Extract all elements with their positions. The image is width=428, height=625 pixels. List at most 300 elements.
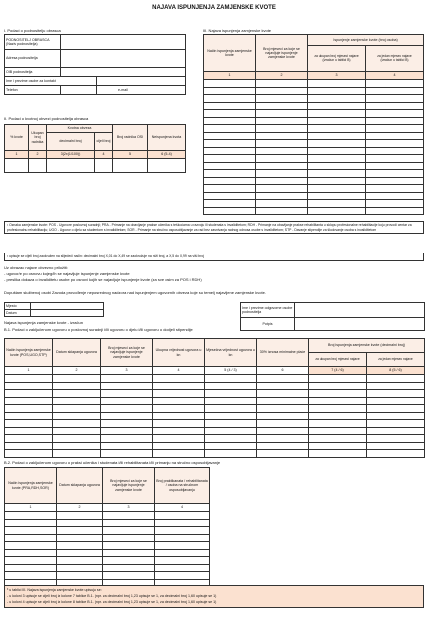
announcement-cell[interactable]	[256, 140, 308, 148]
announcement-cell[interactable]	[204, 177, 256, 185]
col-number: 1	[204, 72, 256, 80]
col-number: 3	[308, 72, 366, 80]
b2-cell[interactable]	[5, 542, 57, 550]
b1-cell[interactable]	[101, 375, 153, 383]
b1-cell[interactable]	[53, 390, 101, 398]
announcement-cell[interactable]	[204, 102, 256, 110]
b1-date-header: Datum sklapanja ugovora	[53, 339, 101, 367]
announcement-cell[interactable]	[366, 147, 424, 155]
applicant-table	[4, 34, 186, 95]
b1-cell[interactable]	[367, 427, 425, 435]
b2-cell[interactable]	[103, 527, 155, 535]
section1-heading: I. Podaci o podnositelju obrasca	[4, 28, 61, 33]
announcement-cell[interactable]	[256, 192, 308, 200]
announcement-cell[interactable]	[308, 147, 366, 155]
table-row	[5, 397, 425, 405]
announcement-cell[interactable]	[308, 207, 366, 215]
b2-cell[interactable]	[155, 519, 210, 527]
b1-cell[interactable]	[53, 420, 101, 428]
b1-cell[interactable]	[153, 420, 205, 428]
announcement-cell[interactable]	[256, 80, 308, 88]
b1-cell[interactable]	[5, 405, 53, 413]
announcement-cell[interactable]	[366, 185, 424, 193]
b1-cell[interactable]	[257, 435, 309, 443]
b1-cell[interactable]	[153, 390, 205, 398]
b1-cell[interactable]	[309, 435, 367, 443]
announcement-cell[interactable]	[366, 110, 424, 118]
applicant-name-field[interactable]	[61, 35, 186, 50]
col-number: 3	[103, 504, 155, 512]
announcement-cell[interactable]	[308, 185, 366, 193]
b1-months-header: Broj mjeseci za koje se najavljuje ispunjenje zamjenske kvote	[101, 339, 153, 367]
table-row	[204, 177, 424, 185]
b1-cell[interactable]	[205, 382, 257, 390]
announcement-cell[interactable]	[204, 185, 256, 193]
b1-cell[interactable]	[257, 427, 309, 435]
b1-cell[interactable]	[5, 412, 53, 420]
announcement-cell[interactable]	[256, 125, 308, 133]
announcement-cell[interactable]	[256, 207, 308, 215]
announcement-cell[interactable]	[366, 132, 424, 140]
announcement-cell[interactable]	[308, 125, 366, 133]
contact-person-field[interactable]	[97, 77, 186, 86]
table-row	[204, 87, 424, 95]
months-header: Broj mjeseci za koje se najavljuje ispunjenje zamjenske kvote	[256, 35, 308, 72]
b1-cell[interactable]	[257, 382, 309, 390]
b2-cell[interactable]	[5, 534, 57, 542]
announcement-cell[interactable]	[256, 95, 308, 103]
b2-cell[interactable]	[57, 572, 103, 580]
quota-input[interactable]	[29, 159, 47, 173]
announcement-cell[interactable]	[204, 132, 256, 140]
section3-heading: III. Najava ispunjenja zamjenske kvote	[203, 28, 272, 33]
consent-text: Dopuštam službenoj osobi Zavoda provođenje neposrednog nadzora nad ispunjenjem ugovornih obveza koje su temelj najavljene zamjenske kvote.	[4, 290, 266, 295]
signature-label: Potpis	[241, 318, 295, 331]
announcement-cell[interactable]	[256, 155, 308, 163]
col-number: 1	[5, 367, 53, 375]
announcement-cell[interactable]	[204, 95, 256, 103]
quota-codes-note: ¹ Oznaka zamjenske kvote: POS - Ugovore poslovnoj suradnji; PRA - Primanje na obavljanje prakse učenika s teškoćama u razvoju ili studenata s invaliditetom; RDH - Primanje na obavljanje prakse rehabilitanta u sklopu profesionalne rehabilitacije koju provodi centar za profesionalnu rehabilitaciju; UGO - Ugovor o djelu sa studentom s invaliditetom; SOR - Primanje na stručno osposobljavanje za rad bez zasnivanja radnog odnosa osobe s invaliditetom; STP - Davanje stipendije za školovanje osoba s invaliditetom	[4, 221, 424, 234]
responsible-person-field[interactable]	[295, 303, 425, 318]
b1-cell[interactable]	[153, 397, 205, 405]
b1-cell[interactable]	[367, 375, 425, 383]
announcement-cell[interactable]	[308, 192, 366, 200]
table-row	[5, 427, 425, 435]
table-row	[204, 155, 424, 163]
b1-cell[interactable]	[101, 427, 153, 435]
b2-cell[interactable]	[5, 527, 57, 535]
b1-cell[interactable]	[53, 405, 101, 413]
announcement-cell[interactable]	[256, 102, 308, 110]
announcement-cell[interactable]	[366, 102, 424, 110]
col-number: 3(2x(1/100))	[47, 151, 95, 159]
b1-table	[4, 338, 425, 458]
b2-cell[interactable]	[57, 527, 103, 535]
b1-cell[interactable]	[5, 397, 53, 405]
table-row	[5, 549, 210, 557]
attach-item: - preslika dokaza o invaliditetu osobe po osnovi kojih se najavljuje ispunjenje kvote (za sve osim za POS i RDH)	[4, 277, 202, 282]
b1-cell[interactable]	[5, 450, 53, 458]
b1-cell[interactable]	[101, 420, 153, 428]
b1-cell[interactable]	[153, 405, 205, 413]
announcement-cell[interactable]	[366, 140, 424, 148]
table-row	[204, 207, 424, 215]
table-row	[204, 140, 424, 148]
announcement-cell[interactable]	[204, 162, 256, 170]
b1-cell[interactable]	[153, 442, 205, 450]
b2-heading: B.2. Podaci o zaključenom ugovoru o praksi učenika i studenata i/ili rehabilitanata i/ili primanju na stručno osposobljavanje	[4, 460, 221, 465]
announcement-cell[interactable]	[256, 147, 308, 155]
date-field[interactable]	[31, 310, 104, 317]
announcement-cell[interactable]	[366, 200, 424, 208]
announcement-cell[interactable]	[366, 155, 424, 163]
b1-cell[interactable]	[153, 382, 205, 390]
b1-cell[interactable]	[153, 427, 205, 435]
b1-cell[interactable]	[5, 390, 53, 398]
b1-cell[interactable]	[53, 427, 101, 435]
col-number: 2	[53, 367, 101, 375]
announcement-cell[interactable]	[204, 125, 256, 133]
b1-cell[interactable]	[367, 412, 425, 420]
b1-cell[interactable]	[257, 442, 309, 450]
b1-cell[interactable]	[205, 390, 257, 398]
announcement-cell[interactable]	[204, 155, 256, 163]
place-label: Mjesto	[5, 303, 31, 310]
announcement-cell[interactable]	[256, 117, 308, 125]
announcement-cell[interactable]	[204, 117, 256, 125]
announcement-cell[interactable]	[204, 200, 256, 208]
b1-cell[interactable]	[309, 420, 367, 428]
col-number: 4	[366, 72, 424, 80]
signature-field[interactable]	[295, 318, 425, 331]
table-row	[5, 450, 425, 458]
announcement-cell[interactable]	[204, 170, 256, 178]
announcement-cell[interactable]	[366, 207, 424, 215]
table-row	[204, 110, 424, 118]
announcement-cell[interactable]	[256, 132, 308, 140]
announcement-cell[interactable]	[366, 80, 424, 88]
b1-monthly-value-header: Mjesečna vrijednost ugovora u kn	[205, 339, 257, 367]
b2-cell[interactable]	[155, 527, 210, 535]
announcement-cell[interactable]	[256, 87, 308, 95]
total-workers-header: Ukupan broj radnika	[29, 125, 47, 151]
b1-cell[interactable]	[101, 397, 153, 405]
table-row	[5, 534, 210, 542]
b1-cell[interactable]	[309, 427, 367, 435]
applicant-address-field[interactable]	[61, 50, 186, 68]
b2-cell[interactable]	[155, 557, 210, 565]
announcement-cell[interactable]	[204, 140, 256, 148]
quota-input[interactable]	[5, 159, 29, 173]
b1-cell[interactable]	[53, 435, 101, 443]
table-row	[204, 132, 424, 140]
b1-cell[interactable]	[5, 420, 53, 428]
announcement-cell[interactable]	[308, 200, 366, 208]
b2-cell[interactable]	[155, 542, 210, 550]
table-row	[5, 527, 210, 535]
table-row	[5, 512, 210, 520]
col-number: 4	[95, 151, 113, 159]
b1-cell[interactable]	[205, 435, 257, 443]
b2-cell[interactable]	[155, 534, 210, 542]
b1-total-months-header: za ukupan broj mjeseci najave	[309, 353, 367, 367]
b1-cell[interactable]	[367, 405, 425, 413]
table-row	[204, 185, 424, 193]
b1-cell[interactable]	[101, 390, 153, 398]
announcement-cell[interactable]	[366, 177, 424, 185]
b1-cell[interactable]	[257, 412, 309, 420]
announcement-cell[interactable]	[366, 192, 424, 200]
b2-cell[interactable]	[155, 564, 210, 572]
announcement-cell[interactable]	[204, 87, 256, 95]
announcement-cell[interactable]	[204, 207, 256, 215]
table-row	[204, 200, 424, 208]
announcement-cell[interactable]	[204, 80, 256, 88]
announcement-cell[interactable]	[308, 140, 366, 148]
b2-months-header: Broj mjeseci za koje se najavljuje ispunjenje zamjenske kvote	[103, 468, 155, 504]
col-number: 8 (5 / 6)	[367, 367, 425, 375]
b1-cell[interactable]	[101, 442, 153, 450]
b1-cell[interactable]	[101, 435, 153, 443]
announcement-cell[interactable]	[308, 80, 366, 88]
b1-cell[interactable]	[257, 397, 309, 405]
applicant-oib-label: OIB podnositelja	[5, 68, 61, 77]
b2-cell[interactable]	[57, 512, 103, 520]
b1-cell[interactable]	[367, 397, 425, 405]
b2-trainees-header: Broj praktikanata / rehabilitanata / osoba na stručnom osposobljavanju	[155, 468, 210, 504]
b1-count-header: Broj ispunjenja zamjenske kvote (decimalni broj)	[309, 339, 425, 353]
b1-cell[interactable]	[367, 382, 425, 390]
announcement-cell[interactable]	[256, 200, 308, 208]
calc-heading: Najava ispunjenja zamjenske kvote - izračun	[4, 320, 83, 325]
b1-cell[interactable]	[53, 397, 101, 405]
one-month-header: za jedan mjesec najave (izračun u tablici B)	[366, 46, 424, 72]
b1-cell[interactable]	[367, 420, 425, 428]
b2-cell[interactable]	[103, 512, 155, 520]
b1-cell[interactable]	[257, 420, 309, 428]
quota-input[interactable]	[95, 159, 113, 173]
col-number: 5	[113, 151, 148, 159]
b2-cell[interactable]	[57, 534, 103, 542]
col-number: 4	[153, 367, 205, 375]
announcement-cell[interactable]	[308, 162, 366, 170]
b1-cell[interactable]	[309, 382, 367, 390]
b2-cell[interactable]	[57, 542, 103, 550]
b1-cell[interactable]	[205, 405, 257, 413]
announcement-cell[interactable]	[256, 110, 308, 118]
b1-cell[interactable]	[205, 427, 257, 435]
announcement-cell[interactable]	[308, 132, 366, 140]
b1-cell[interactable]	[5, 382, 53, 390]
decimal-number-header: decimalni broj	[47, 133, 95, 151]
table-row	[204, 80, 424, 88]
announcement-table	[203, 34, 424, 215]
quota-percent-header: % kvote	[5, 125, 29, 151]
announcement-cell[interactable]	[308, 95, 366, 103]
table-row	[5, 572, 210, 580]
b1-cell[interactable]	[5, 427, 53, 435]
b2-cell[interactable]	[57, 557, 103, 565]
b2-cell[interactable]	[103, 557, 155, 565]
email-label[interactable]: e-mail	[97, 86, 186, 95]
table-row	[5, 412, 425, 420]
b2-method-header: Način ispunjenja zamjenske kvote (PRA,RDH,SOR)	[5, 468, 57, 504]
b2-cell[interactable]	[5, 512, 57, 520]
b1-cell[interactable]	[309, 442, 367, 450]
b1-cell[interactable]	[153, 450, 205, 458]
announcement-cell[interactable]	[204, 110, 256, 118]
quota-table	[4, 124, 186, 173]
table-row	[204, 170, 424, 178]
b1-cell[interactable]	[101, 405, 153, 413]
b2-cell[interactable]	[155, 572, 210, 580]
b1-cell[interactable]	[309, 412, 367, 420]
quota-input[interactable]	[113, 159, 148, 173]
quota-input[interactable]	[47, 159, 95, 173]
b2-cell[interactable]	[57, 564, 103, 572]
announcement-cell[interactable]	[308, 102, 366, 110]
responsible-person-label: Ime i prezime odgovorne osobe podnositelja	[241, 303, 295, 318]
table-row	[204, 147, 424, 155]
b1-cell[interactable]	[257, 450, 309, 458]
b1-cell[interactable]	[53, 442, 101, 450]
announcement-cell[interactable]	[308, 170, 366, 178]
b2-cell[interactable]	[103, 534, 155, 542]
announcement-cell[interactable]	[308, 155, 366, 163]
b1-cell[interactable]	[309, 450, 367, 458]
table-row	[204, 95, 424, 103]
announcement-cell[interactable]	[366, 162, 424, 170]
table-row	[5, 382, 425, 390]
b1-cell[interactable]	[367, 390, 425, 398]
table-row	[204, 162, 424, 170]
table-row	[5, 519, 210, 527]
b1-cell[interactable]	[153, 412, 205, 420]
b2-cell[interactable]	[155, 512, 210, 520]
b2-cell[interactable]	[155, 549, 210, 557]
fulfillment-header: Ispunjenje zamjenske kvote (broj osoba)	[308, 35, 424, 46]
announcement-cell[interactable]	[204, 147, 256, 155]
b1-cell[interactable]	[53, 382, 101, 390]
applicant-oib-field[interactable]	[61, 68, 186, 77]
announcement-cell[interactable]	[366, 170, 424, 178]
b2-cell[interactable]	[5, 572, 57, 580]
table-row	[204, 192, 424, 200]
b2-cell[interactable]	[103, 542, 155, 550]
b1-cell[interactable]	[153, 435, 205, 443]
col-number: 1	[5, 504, 57, 512]
b2-cell[interactable]	[5, 549, 57, 557]
b1-cell[interactable]	[101, 382, 153, 390]
b1-cell[interactable]	[309, 375, 367, 383]
b1-cell[interactable]	[309, 405, 367, 413]
b2-cell[interactable]	[103, 519, 155, 527]
b1-cell[interactable]	[205, 450, 257, 458]
b1-cell[interactable]	[257, 390, 309, 398]
announcement-cell[interactable]	[366, 95, 424, 103]
b1-cell[interactable]	[205, 412, 257, 420]
phone-label: Telefon	[5, 86, 61, 95]
place-field[interactable]	[31, 303, 104, 310]
col-number: 2	[29, 151, 47, 159]
b2-cell[interactable]	[103, 564, 155, 572]
announcement-cell[interactable]	[256, 162, 308, 170]
contact-person-label: Ime i prezime osobe za kontakt	[5, 77, 97, 86]
announcement-cell[interactable]	[366, 117, 424, 125]
announcement-cell[interactable]	[204, 192, 256, 200]
table-row	[5, 564, 210, 572]
b1-cell[interactable]	[5, 442, 53, 450]
b2-cell[interactable]	[5, 564, 57, 572]
b1-cell[interactable]	[101, 412, 153, 420]
b1-cell[interactable]	[205, 442, 257, 450]
b1-method-header: Način ispunjenja zamjenske kvote (POS,UGO,STP)	[5, 339, 53, 367]
b1-heading: B.1. Podaci o zaključenom ugovoru o poslovnoj suradnji i/ili ugovoru o djelu i/ili ugovoru o dodjeli stipendije	[4, 327, 193, 332]
b1-cell[interactable]	[205, 397, 257, 405]
b1-cell[interactable]	[257, 375, 309, 383]
b2-cell[interactable]	[103, 549, 155, 557]
quota-input[interactable]	[148, 159, 186, 173]
b1-cell[interactable]	[101, 450, 153, 458]
b1-cell[interactable]	[53, 450, 101, 458]
announcement-cell[interactable]	[308, 87, 366, 95]
b2-cell[interactable]	[57, 549, 103, 557]
col-number: 6 (5-4)	[148, 151, 186, 159]
b1-cell[interactable]	[53, 375, 101, 383]
b1-cell[interactable]	[367, 435, 425, 443]
col-number: 6	[257, 367, 309, 375]
col-number: 2	[57, 504, 103, 512]
b2-cell[interactable]	[5, 519, 57, 527]
announcement-cell[interactable]	[256, 185, 308, 193]
announcement-cell[interactable]	[256, 170, 308, 178]
applicant-address-label: Adresa podnositelja	[5, 50, 61, 68]
b2-date-header: Datum sklapanja ugovora	[57, 468, 103, 504]
b1-cell[interactable]	[5, 375, 53, 383]
unfulfilled-quota-header: Neispunjena kvota	[148, 125, 186, 151]
b2-cell[interactable]	[57, 519, 103, 527]
announcement-cell[interactable]	[308, 177, 366, 185]
disabled-workers-header: Broj radnika OSI	[113, 125, 148, 151]
section2-heading: II. Podaci o kvotnoj obvezi podnositelja obrasca	[4, 116, 89, 121]
b1-cell[interactable]	[309, 390, 367, 398]
announcement-cell[interactable]	[308, 117, 366, 125]
b1-cell[interactable]	[53, 412, 101, 420]
announcement-cell[interactable]	[256, 177, 308, 185]
b1-cell[interactable]	[309, 397, 367, 405]
col-number: 5 (4 / 3)	[205, 367, 257, 375]
phone-field[interactable]	[61, 86, 97, 95]
signature-table	[240, 302, 425, 331]
table-row	[5, 375, 425, 383]
announcement-cell[interactable]	[366, 125, 424, 133]
b1-cell[interactable]	[257, 405, 309, 413]
table-row	[5, 442, 425, 450]
announcement-cell[interactable]	[308, 110, 366, 118]
b1-cell[interactable]	[5, 435, 53, 443]
table-row	[5, 435, 425, 443]
col-number: 1	[5, 151, 29, 159]
b1-cell[interactable]	[153, 375, 205, 383]
announcement-cell[interactable]	[366, 87, 424, 95]
b1-cell[interactable]	[205, 420, 257, 428]
b1-cell[interactable]	[367, 450, 425, 458]
b1-cell[interactable]	[367, 442, 425, 450]
b2-cell[interactable]	[103, 572, 155, 580]
b1-cell[interactable]	[205, 375, 257, 383]
b2-table	[4, 467, 210, 595]
b2-cell[interactable]	[5, 557, 57, 565]
